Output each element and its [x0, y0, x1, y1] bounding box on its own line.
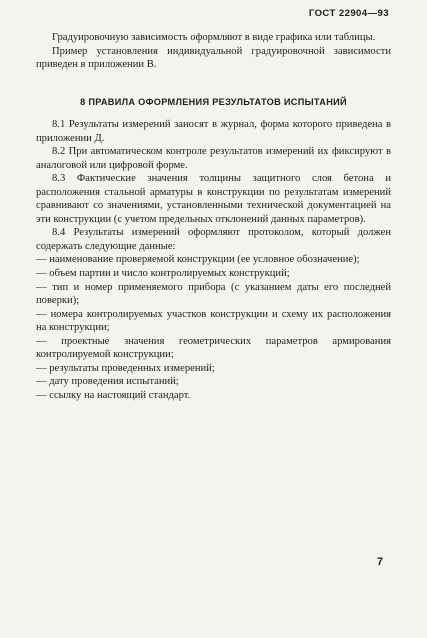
list-item: — тип и номер применяемого прибора (с указанием даты его последней поверки); — [36, 281, 391, 307]
intro-text — [36, 31, 391, 72]
intro-paragraph: Градуировочную зависимость оформляют в виде графика или таблицы. — [52, 32, 376, 43]
list-item: — объем партии и число контролируемых конструкций; — [36, 268, 290, 280]
list-item: — проектные значения геометрических параметров армирования контролируемой конструкции; — [36, 335, 391, 361]
list-item: — наименование проверяемой конструкции (ее условное обозначение); — [36, 254, 360, 266]
intro-paragraph: Пример установления индивидуальной градуировочной зависимости приведен в приложении В. — [36, 45, 391, 71]
clause-8-4: 8.4 Результаты измерений оформляют протоколом, который должен содержать следующие данные: — [36, 227, 391, 252]
clause-8-1: 8.1 Результаты измерений заносят в журнал, форма которого приведена в приложении Д. — [36, 119, 391, 144]
section-title: 8 ПРАВИЛА ОФОРМЛЕНИЯ РЕЗУЛЬТАТОВ ИСПЫТАНИЙ — [80, 97, 347, 107]
list-item: — номера контролируемых участков конструкции и схему их расположения на конструкции; — [36, 308, 391, 334]
list-item: — результаты проведенных измерений; — [36, 362, 215, 374]
standard-header: ГОСТ 22904—93 — [308, 8, 389, 19]
clause-8-2: 8.2 При автоматическом контроле результатов измерений их фиксируют в аналоговой или цифровой форме. — [36, 146, 391, 171]
clause-8-3: 8.3 Фактические значения толщины защитного слоя бетона и расположения стальной арматуры в конструкции по результатам измерений сравнивают со значениями, установленными технической документацией на эти конструкции (с учетом предельных отклонений данных параметров). — [36, 173, 391, 225]
section-body — [36, 118, 391, 402]
list-item: — дату проведения испытаний; — [36, 376, 179, 388]
page-number: 7 — [376, 556, 383, 568]
list-item: — ссылку на настоящий стандарт. — [36, 389, 191, 401]
